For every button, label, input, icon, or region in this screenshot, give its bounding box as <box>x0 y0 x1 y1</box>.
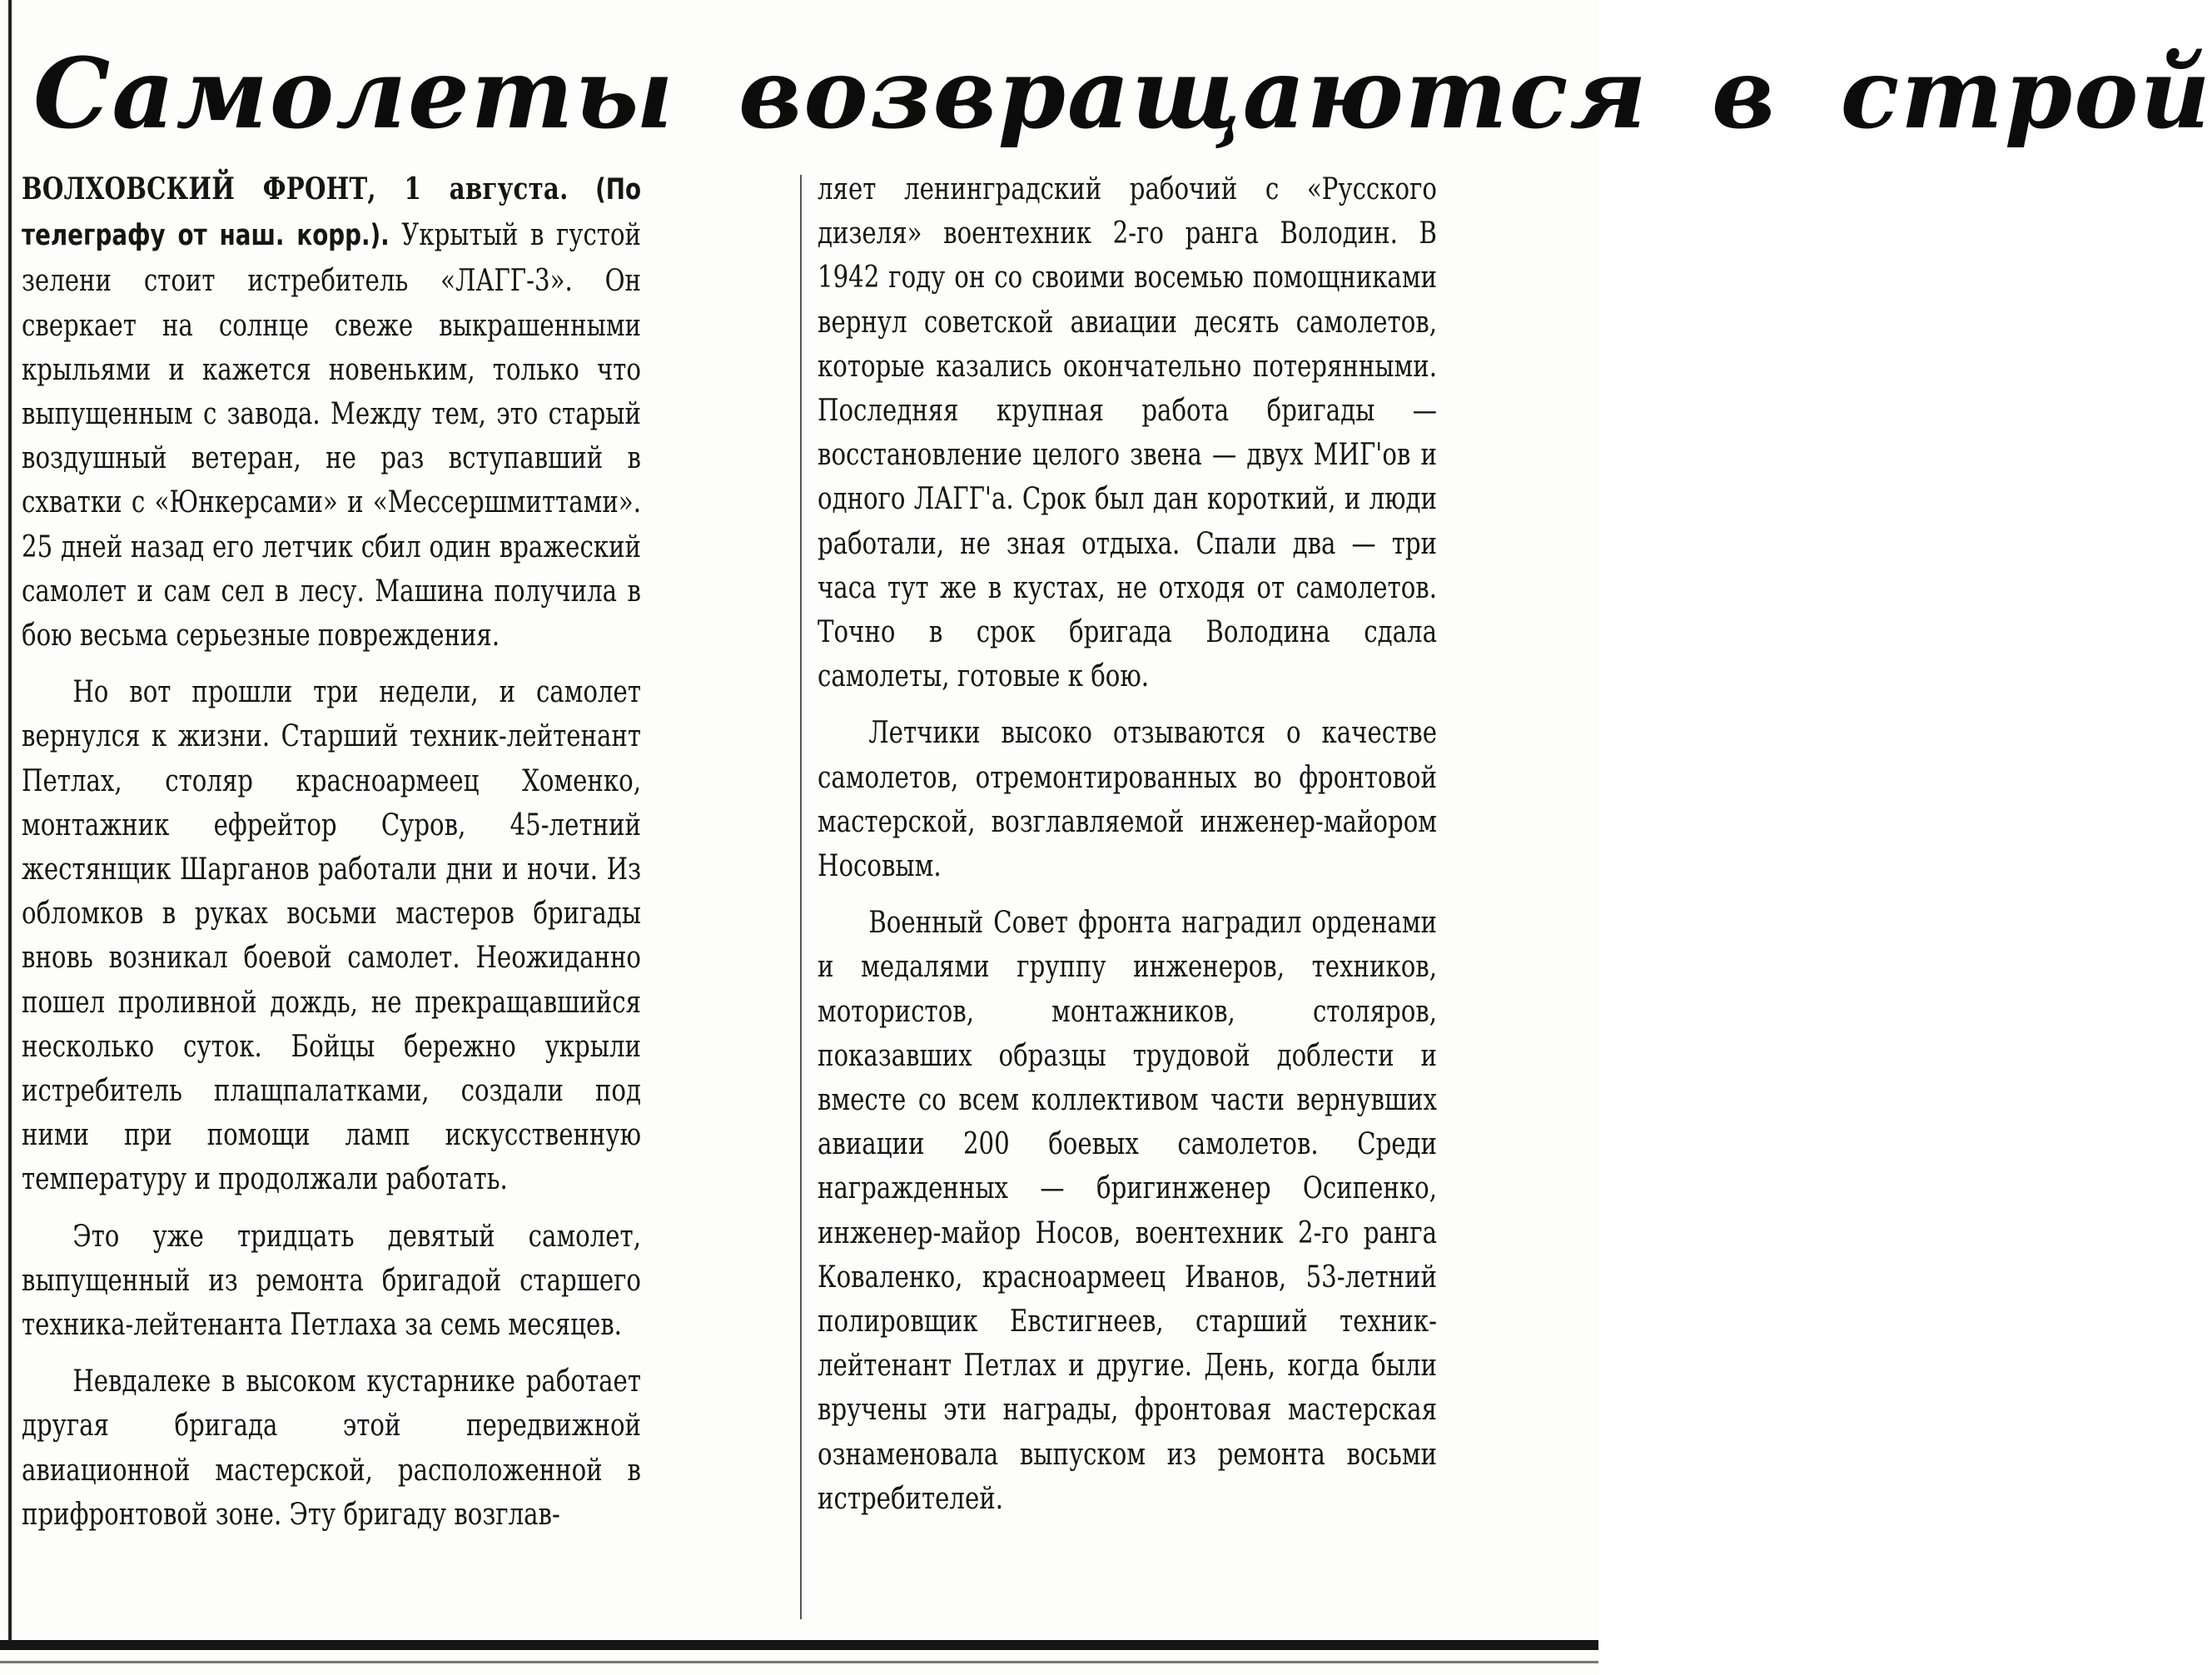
paragraph-1-body: Укрытый в густой зелени стоит истребитель «ЛАГГ-3». Он сверкает на солнце свеже выкрашенными крыльями и кажется новеньким, только что выпущенным с завода. Между тем, это старый воздушный ветеран, не раз вступавший в схватки с «Юнкерсами» и «Мессершмиттами». 25 дней назад его летчик сбил один вражеский самолет и сам сел в лесу. Машина получила в бою весьма серьезные повреждения. <box>22 216 641 654</box>
correspondent-credit: (По телеграфу от наш. корр.). <box>22 173 642 253</box>
article-headline: Самолеты возвращаются в строй <box>33 37 2212 151</box>
article-paragraph-3: Это уже тридцать девятый самолет, выпущенный из ремонта бригадой старшего техника-лейтенанта Петлаха за семь месяцев. <box>22 1217 641 1343</box>
article-paragraph-1 <box>22 167 641 657</box>
article-paragraph-2: Но вот прошли три недели, и самолет вернулся к жизни. Старший техник-лейтенант Петлах, столяр красноармеец Хоменко, монтажник ефрейтор Суров, 45-летний жестянщик Шарганов работали дни и ночи. Из обломков в руках восьми мастеров бригады вновь возникал боевой самолет. Неожиданно пошел проливной дождь, не прекращавшийся несколько суток. Бойцы бережно укрыли истребитель плащпалатками, создали под ними при помощи ламп искусственную температуру и продолжали работать. <box>22 673 641 1197</box>
bottom-rule <box>0 1640 1598 1650</box>
article-paragraph-6: Летчики высоко отзываются о качестве самолетов, отремонтированных во фронтовой мастерской, возглавляемой инженер-майором Носовым. <box>818 714 1437 884</box>
article-paragraph-7: Военный Совет фронта наградил орденами и медалями группу инженеров, техников, мотористов, монтажников, столяров, показавших образцы трудовой доблести и вместе со всем коллективом части вернувших авиации 200 боевых самолетов. Среди награжденных — бригинженер Осипенко, инженер-майор Носов, воентехник 2-го ранга Коваленко, красноармеец Иванов, 53-летний полировщик Евстигнеев, старший техник-лейтенант Петлах и другие. День, когда были вручены эти награды, фронтовая мастерская ознаменовала выпуском из ремонта восьми истребителей. <box>818 904 1437 1516</box>
dateline: ВОЛХОВСКИЙ ФРОНТ, 1 августа. <box>22 171 569 206</box>
right-column <box>818 167 1437 1533</box>
left-border-rule <box>8 0 12 1644</box>
article-paragraph-4: Невдалеке в высоком кустарнике работает другая бригада этой передвижной авиационной мастерской, расположенной в прифронтовой зоне. Эту бригаду возглав- <box>22 1363 641 1532</box>
left-column <box>22 167 641 1548</box>
bottom-rule-thin <box>0 1661 1598 1663</box>
article-paragraph-5: ляет ленинградский рабочий с «Русского дизеля» воентехник 2-го ранга Володин. В 1942 году он со своими восемью помощниками вернул советской авиации десять самолетов, которые казались окончательно потерянными. Последняя крупная работа бригады — восстановление целого звена — двух МИГ'ов и одного ЛАГГ'а. Срок был дан короткий, и люди работали, не зная отдыха. Спали два — три часа тут же в кустах, не отходя от самолетов. Точно в срок бригада Володина сдала самолеты, готовые к бою. <box>818 171 1437 694</box>
column-divider <box>800 175 802 1619</box>
